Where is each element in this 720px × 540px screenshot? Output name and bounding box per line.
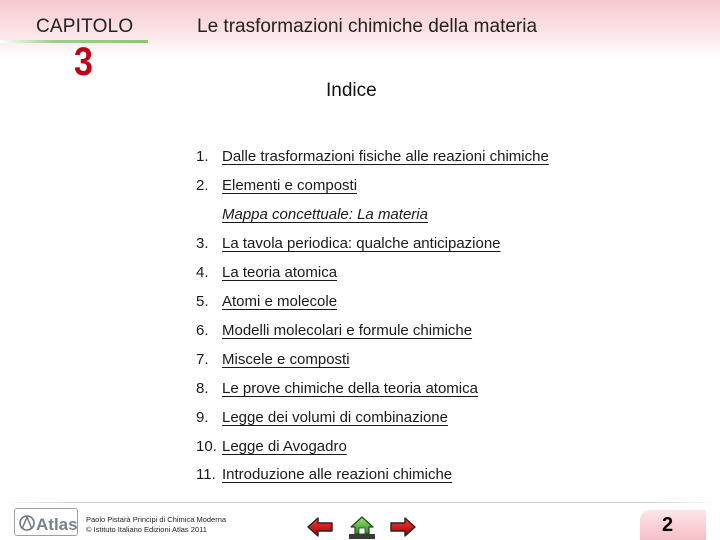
footer-divider xyxy=(0,502,720,503)
toc-item[interactable] xyxy=(196,148,549,168)
page-title: Le trasformazioni chimiche della materia xyxy=(197,16,538,37)
toc-number: 2. xyxy=(196,177,209,194)
credit-line-author: Paolo Pistarà Principi di Chimica Moderna xyxy=(86,515,227,524)
next-button[interactable] xyxy=(388,514,418,540)
home-icon xyxy=(347,514,377,540)
toc-number: 6. xyxy=(196,322,209,339)
footer-credits xyxy=(86,515,226,535)
previous-button[interactable] xyxy=(305,514,335,540)
toc-item[interactable] xyxy=(196,466,452,486)
toc-item[interactable] xyxy=(196,264,337,284)
toc-item[interactable] xyxy=(196,409,448,429)
toc-item[interactable] xyxy=(196,235,501,255)
chapter-number: 3 xyxy=(74,40,93,84)
page-number-badge xyxy=(640,510,706,540)
logo-text: Atlas xyxy=(36,515,78,534)
home-button[interactable] xyxy=(347,514,377,540)
toc-number: 11. xyxy=(196,466,216,483)
atlas-wordmark xyxy=(15,509,79,537)
toc-link[interactable]: Modelli molecolari e formule chimiche xyxy=(222,322,473,339)
toc-number: 9. xyxy=(196,409,209,426)
toc-subitem[interactable] xyxy=(222,206,428,226)
index-heading: Indice xyxy=(326,80,377,101)
toc-link[interactable]: Atomi e molecole xyxy=(222,293,338,310)
toc-link[interactable]: Introduzione alle reazioni chimiche xyxy=(222,466,453,483)
toc-link[interactable]: Dalle trasformazioni fisiche alle reazioni chimiche xyxy=(222,148,549,165)
page-number: 2 xyxy=(662,514,674,536)
toc-number: 3. xyxy=(196,235,209,252)
arrow-right-icon xyxy=(388,514,418,540)
toc-link[interactable]: Le prove chimiche della teoria atomica xyxy=(222,380,478,397)
toc-number: 8. xyxy=(196,380,209,397)
chapter-label: CAPITOLO xyxy=(36,16,134,37)
credit-line-publisher: © Istituto Italiano Edizioni Atlas 2011 xyxy=(86,525,207,534)
publisher-logo xyxy=(14,508,78,536)
arrow-left-icon xyxy=(305,514,335,540)
toc-link[interactable]: Legge dei volumi di combinazione xyxy=(222,409,448,426)
toc-number: 4. xyxy=(196,264,209,281)
toc-number: 1. xyxy=(196,148,209,165)
toc-link[interactable]: Legge di Avogadro xyxy=(222,438,347,455)
toc-number: 10. xyxy=(196,438,217,455)
toc-link[interactable]: Miscele e composti xyxy=(222,351,350,368)
toc-number: 7. xyxy=(196,351,209,368)
toc-item[interactable] xyxy=(196,351,350,371)
toc-link[interactable]: Mappa concettuale: La materia xyxy=(222,206,428,223)
toc-number: 5. xyxy=(196,293,209,310)
toc-item[interactable] xyxy=(196,380,478,400)
toc-link[interactable]: La tavola periodica: qualche anticipazione xyxy=(222,235,501,252)
toc-link[interactable]: Elementi e composti xyxy=(222,177,358,194)
toc-item[interactable] xyxy=(196,177,357,197)
toc-item[interactable] xyxy=(196,293,337,313)
toc-item[interactable] xyxy=(196,322,472,342)
toc-item[interactable] xyxy=(196,438,347,458)
toc-link[interactable]: La teoria atomica xyxy=(222,264,338,281)
